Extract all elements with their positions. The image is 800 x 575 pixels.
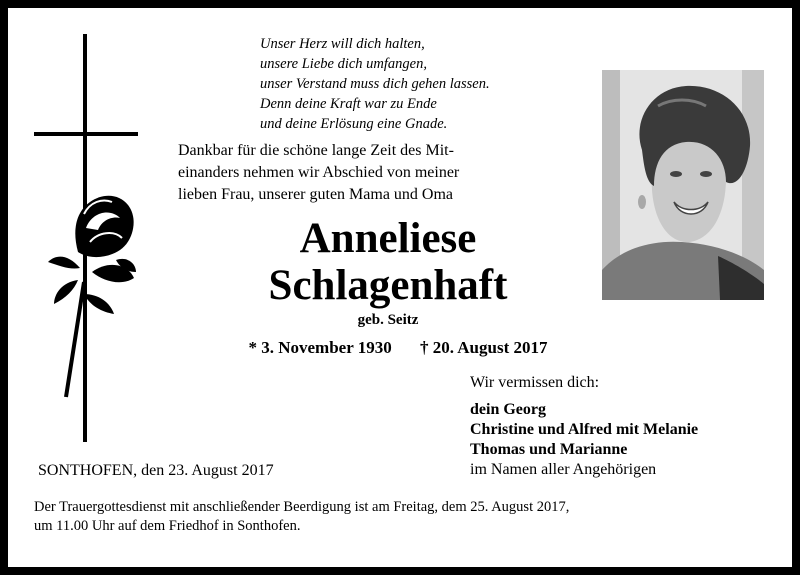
death-date: † 20. August 2017 [419,338,548,357]
rose-icon [48,196,136,397]
intro-line: lieben Frau, unserer guten Mama und Oma [178,186,454,203]
mourners-closing: im Namen aller Angehörigen [470,461,657,478]
poem-line: und deine Erlösung eine Gnade. [260,116,448,132]
intro-text [178,140,598,206]
service-line: Der Trauergottesdienst mit anschließender Beerdigung ist am Freitag, dem 25. August 2017, [34,499,570,515]
deceased-last-name: Schlagenhaft [268,262,508,309]
mourners-heading: Wir vermissen dich: [470,374,600,391]
life-dates [198,338,598,358]
cross-icon [32,32,142,442]
deceased-first-name: Anneliese [299,215,477,262]
intro-line: einanders nehmen wir Abschied von meiner [178,164,460,181]
maiden-name: geb. Seitz [357,312,419,328]
poem-line: unsere Liebe dich umfangen, [260,56,427,72]
service-info [34,498,774,536]
place-date: SONTHOFEN, den 23. August 2017 [38,462,274,479]
portrait-photo [602,70,764,300]
poem [260,34,600,134]
mourner-name: Thomas und Marianne [470,441,628,458]
service-line: um 11.00 Uhr auf dem Friedhof in Sonthofen. [34,518,301,534]
mourners-list [470,400,698,480]
mourner-name: Christine und Alfred mit Melanie [470,421,699,438]
poem-line: unser Verstand muss dich gehen lassen. [260,76,490,92]
poem-line: Unser Herz will dich halten, [260,36,425,52]
birth-date: * 3. November 1930 [248,338,392,357]
intro-line: Dankbar für die schöne lange Zeit des Mit- [178,142,454,159]
poem-line: Denn deine Kraft war zu Ende [260,96,437,112]
mourner-name: dein Georg [470,401,546,418]
